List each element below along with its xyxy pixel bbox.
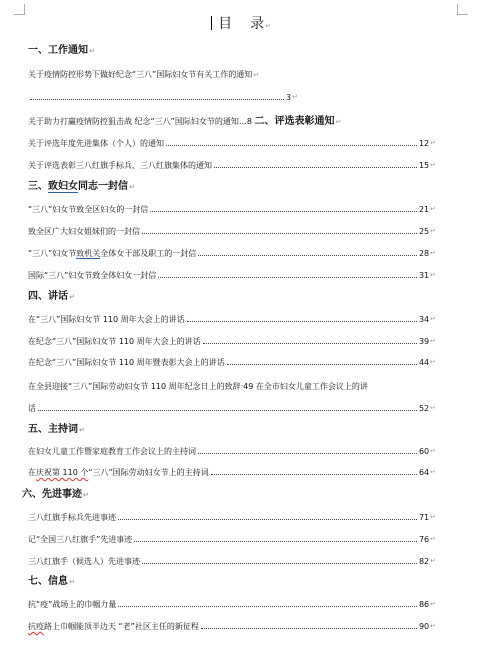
dot-leader xyxy=(142,562,417,564)
paragraph-mark-icon: ↵ xyxy=(430,337,436,345)
toc-entry-text: 三八红旗手标兵先进事迹 xyxy=(28,513,116,522)
toc-entry-text xyxy=(28,467,209,478)
toc-title-part2: 录 xyxy=(250,16,265,32)
paragraph-mark-icon: ↵ xyxy=(430,557,436,565)
toc-entry-text: 在纪念“三八”国际妇女节 110 周年大会上的讲话 xyxy=(28,337,201,346)
paragraph-mark-icon: ↵ xyxy=(129,183,135,191)
dot-leader xyxy=(118,605,417,607)
page-number: 71 xyxy=(418,513,430,522)
paragraph-mark-icon: ↵ xyxy=(335,118,342,126)
toc-entry-text-suffix: “三八”国际劳动妇女节上的主持词 xyxy=(88,468,209,477)
toc-entry[interactable] xyxy=(28,556,436,567)
paragraph-mark-icon: ↵ xyxy=(430,622,436,630)
page-number: 21 xyxy=(418,205,430,214)
dot-leader xyxy=(211,473,417,475)
toc-entry-continuation[interactable] xyxy=(28,403,436,414)
toc-entry-text: 三八红旗手（候选人）先进事迹 xyxy=(28,557,140,566)
dot-leader xyxy=(30,98,284,100)
dot-leader xyxy=(227,363,417,365)
dot-leader xyxy=(38,409,417,411)
paragraph-mark-icon: ↵ xyxy=(69,293,75,301)
page-number: 28 xyxy=(418,249,430,258)
paragraph-mark-icon: ↵ xyxy=(430,468,436,476)
paragraph-mark-icon: ↵ xyxy=(430,249,436,257)
page-number: 31 xyxy=(418,271,430,280)
section-heading-7 xyxy=(28,576,436,588)
dot-leader xyxy=(187,320,417,322)
page-number: 39 xyxy=(418,337,430,346)
toc-entry[interactable] xyxy=(28,621,436,632)
page-number: 25 xyxy=(418,227,430,236)
toc-entry-text: 致全区广大妇女姐妹们的一封信 xyxy=(28,227,140,236)
toc-entry-text: 关于评选年度先进集体（个人）的通知 xyxy=(28,139,164,148)
toc-entry-text-suffix: 全体女干部及职工的一封信 xyxy=(100,249,197,258)
page-number: 82 xyxy=(418,557,430,566)
section-heading-3 xyxy=(28,181,436,193)
paragraph-mark-icon: ↵ xyxy=(430,600,436,608)
toc-entry-text: 关于疫情防控形势下做好纪念“三八”国际妇女节有关工作的通知 xyxy=(28,70,253,79)
paragraph-mark-icon: ↵ xyxy=(430,271,436,279)
toc-entry-text: 抗“疫”战场上的巾帼力量 xyxy=(28,600,117,609)
toc-title-part1: 目 xyxy=(218,16,233,32)
paragraph-mark-icon: ↵ xyxy=(292,93,298,101)
dot-leader xyxy=(142,232,417,234)
toc-entry[interactable] xyxy=(28,336,436,347)
paragraph-mark-icon: ↵ xyxy=(79,426,85,434)
dot-leader xyxy=(201,627,417,629)
page-number: 44 xyxy=(418,358,430,367)
dot-leader xyxy=(166,144,417,146)
toc-entry[interactable] xyxy=(28,381,436,392)
page-number: 12 xyxy=(418,139,430,148)
dot-leader xyxy=(134,540,417,542)
paragraph-mark-icon: ↵ xyxy=(253,71,260,79)
paragraph-mark-icon: ↵ xyxy=(265,22,271,30)
dot-leader xyxy=(198,254,417,256)
paragraph-mark-icon: ↵ xyxy=(430,227,436,235)
page-number: 52 xyxy=(418,404,430,413)
paragraph-mark-icon: ↵ xyxy=(430,315,436,323)
toc-entry-text: 话 xyxy=(28,404,36,413)
paragraph-mark-icon: ↵ xyxy=(83,491,89,499)
toc-entry-text-spellcheck: 抗疫 xyxy=(28,622,44,631)
page-number: 76 xyxy=(418,535,430,544)
dot-leader xyxy=(158,276,417,278)
section-heading-2: 二、评选表彰通知 xyxy=(254,116,335,127)
paragraph-mark-icon: ↵ xyxy=(69,578,75,586)
paragraph-mark-icon: ↵ xyxy=(430,161,436,169)
toc-entry[interactable] xyxy=(28,204,436,215)
toc-entry-text: 在全县迎接“三八”国际劳动妇女节 110 周年纪念日上的致辞·49 在全市妇女儿童工作会议上的讲 xyxy=(28,382,368,391)
paragraph-mark-icon: ↵ xyxy=(430,358,436,366)
heading-text: 四、讲话 xyxy=(28,291,68,302)
heading-text-suffix: 同志一封信 xyxy=(78,181,128,192)
toc-entry-text: 记“全国三八红旗手”先进事迹 xyxy=(28,535,133,544)
toc-entry[interactable] xyxy=(28,534,436,545)
toc-entry[interactable] xyxy=(28,138,436,149)
toc-entry[interactable] xyxy=(28,270,436,281)
page-number: 3 xyxy=(286,93,292,102)
page-number: 60 xyxy=(418,447,430,456)
heading-text-underlined: 致妇女 xyxy=(48,181,78,192)
page-number: 64 xyxy=(418,468,430,477)
toc-entry[interactable] xyxy=(28,599,436,610)
dot-leader xyxy=(198,452,417,454)
paragraph-mark-icon: ↵ xyxy=(430,205,436,213)
toc-entry-text xyxy=(28,248,196,259)
toc-entry-text: 在“三八”国际妇女节 110 周年大会上的讲话 xyxy=(28,315,185,324)
toc-entry-text-spellcheck: 庆祝第 110 个 xyxy=(36,468,89,477)
toc-title xyxy=(0,13,482,33)
toc-entry[interactable] xyxy=(28,226,436,237)
toc-entry-text: 国际“三八”妇女节致全体妇女一封信 xyxy=(28,271,157,280)
toc-entry[interactable] xyxy=(28,512,436,523)
heading-text: 七、信息 xyxy=(28,576,68,587)
dot-leader xyxy=(150,210,417,212)
toc-entry[interactable] xyxy=(28,467,436,478)
dot-leader xyxy=(203,342,417,344)
heading-text: 六、先进事迹 xyxy=(22,489,82,500)
section-heading-6 xyxy=(22,489,430,501)
toc-entry[interactable] xyxy=(28,160,436,171)
paragraph-mark-icon: ↵ xyxy=(430,535,436,543)
heading-text-prefix: 三、 xyxy=(28,181,48,192)
section-heading-5 xyxy=(28,424,436,436)
text-cursor xyxy=(211,16,212,30)
paragraph-mark-icon: ↵ xyxy=(430,404,436,412)
section-heading-1 xyxy=(28,45,436,57)
heading-text: 一、工作通知 xyxy=(28,45,88,56)
paragraph-mark-icon: ↵ xyxy=(430,447,436,455)
page-number: 15 xyxy=(418,161,430,170)
dot-leader xyxy=(118,518,417,520)
heading-text: 五、主持词 xyxy=(28,424,78,435)
toc-entry[interactable] xyxy=(28,357,436,368)
paragraph-mark-icon: ↵ xyxy=(430,139,436,147)
paragraph-mark-icon: ↵ xyxy=(89,47,95,55)
page-number: 34 xyxy=(418,315,430,324)
toc-entry-text-prefix: “三八”妇女节 xyxy=(28,249,77,258)
toc-entry-continuation[interactable] xyxy=(28,92,298,103)
toc-entry-text-prefix: 在 xyxy=(28,468,36,477)
toc-entry-text-suffix: 路上巾帼能顶半边天 “老”社区主任的新征程 xyxy=(44,622,199,631)
toc-entry-text: 关于助力打赢疫情防控狙击战 纪念“三八”国际妇女节的通知…8 xyxy=(28,117,252,126)
page-number: 86 xyxy=(418,600,430,609)
toc-entry-text-underlined: 致机关 xyxy=(76,249,101,258)
paragraph-mark-icon: ↵ xyxy=(430,513,436,521)
toc-entry-text: “三八”妇女节致全区妇女的一封信 xyxy=(28,205,149,214)
toc-entry[interactable] xyxy=(28,69,436,81)
dot-leader xyxy=(214,166,417,168)
toc-entry[interactable] xyxy=(28,446,436,457)
toc-entry-text: 在妇女儿童工作暨家庭教育工作会议上的主持词 xyxy=(28,447,196,456)
page-number: 90 xyxy=(418,622,430,631)
toc-entry[interactable] xyxy=(28,248,436,259)
toc-entry-text: 关于评选表彰三八红旗手标兵、三八红旗集体的通知 xyxy=(28,161,212,170)
toc-entry-text: 在纪念“三八”国际妇女节 110 周年暨表彰大会上的讲话 xyxy=(28,358,225,367)
toc-entry[interactable] xyxy=(28,314,436,325)
section-heading-4 xyxy=(28,291,436,303)
toc-entry-text xyxy=(28,621,199,632)
toc-entry[interactable] xyxy=(28,116,458,128)
